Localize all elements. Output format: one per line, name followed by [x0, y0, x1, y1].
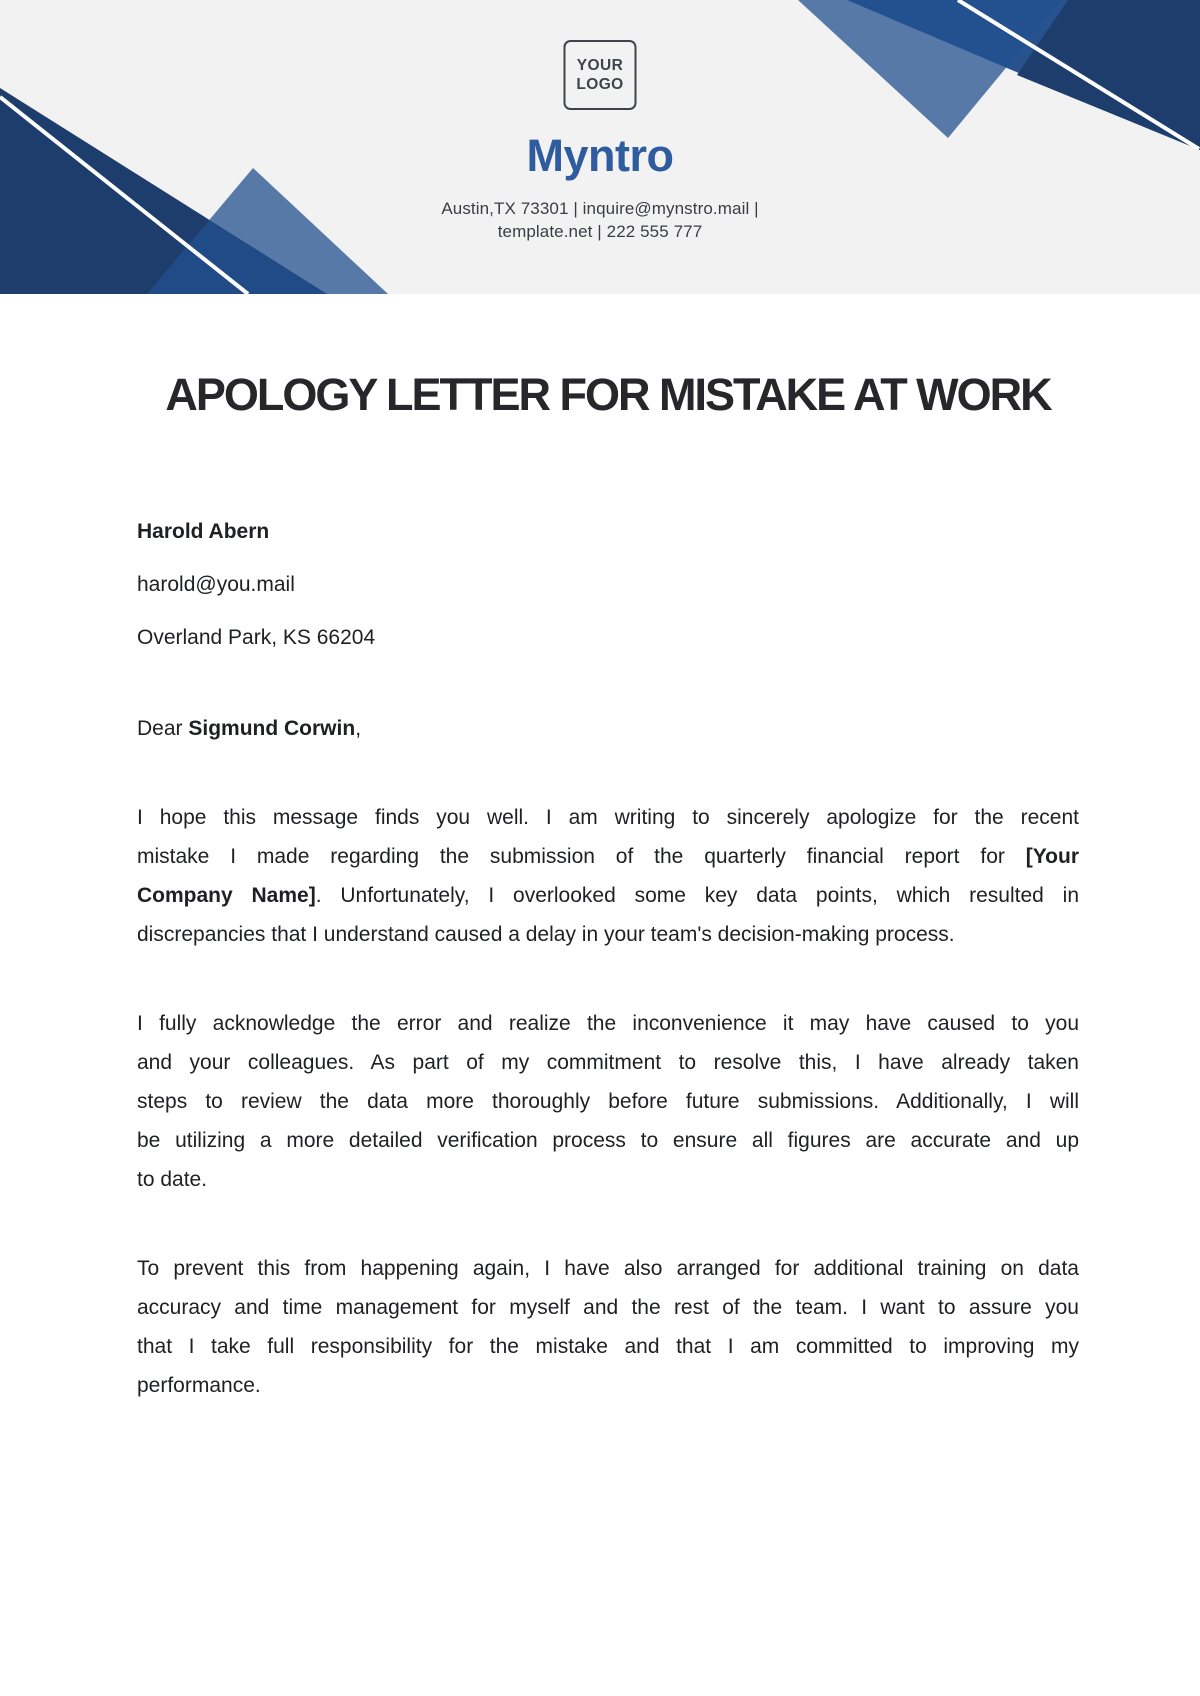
letter-body — [0, 371, 1200, 1405]
paragraph-2 — [137, 1004, 1079, 1199]
contact-line-1: Austin,TX 73301 | inquire@mynstro.mail | — [441, 199, 759, 218]
contact-info — [0, 197, 1200, 243]
logo-text-line1: YOUR — [576, 57, 624, 74]
paragraph-3 — [137, 1249, 1079, 1405]
contact-line-2: template.net | 222 555 777 — [497, 222, 703, 241]
paragraph-line: performance. — [137, 1374, 261, 1397]
recipient-address: Overland Park, KS 66204 — [137, 626, 376, 649]
paragraph-line: mistake I made regarding the submission of the quarterly financial report for [Your — [137, 845, 1079, 868]
paragraph-line: To prevent this from happening again, I have also arranged for additional training on data — [137, 1257, 1079, 1280]
paragraph-line: I fully acknowledge the error and realize the inconvenience it may have caused to you — [137, 1012, 1079, 1035]
paragraph-line: I hope this message finds you well. I am writing to sincerely apologize for the recent — [137, 806, 1079, 829]
recipient-name: Harold Abern — [137, 520, 270, 543]
paragraph-line: and your colleagues. As part of my commitment to resolve this, I have already taken — [137, 1051, 1079, 1074]
logo-placeholder — [564, 40, 637, 110]
letterhead — [0, 0, 1200, 294]
salutation-name: Sigmund Corwin — [188, 717, 356, 740]
brand-name: Myntro — [526, 130, 674, 181]
paragraph-line: discrepancies that I understand caused a delay in your team's decision-making process. — [137, 923, 955, 946]
paragraph-line: be utilizing a more detailed verification process to ensure all figures are accurate and up — [137, 1129, 1079, 1152]
paragraph-line: accuracy and time management for myself and the rest of the team. I want to assure you — [137, 1296, 1079, 1319]
paragraph-line: that I take full responsibility for the mistake and that I am committed to improving my — [137, 1335, 1079, 1358]
paragraph-line: Company Name]. Unfortunately, I overlooked some key data points, which resulted in — [137, 884, 1080, 907]
logo-text-line2: LOGO — [576, 76, 624, 93]
salutation-prefix: Dear — [137, 717, 189, 740]
paragraph-line: to date. — [137, 1168, 208, 1191]
letter-title: APOLOGY LETTER FOR MISTAKE AT WORK — [165, 369, 1051, 420]
salutation-suffix: , — [355, 717, 362, 740]
paragraph-line: steps to review the data more thoroughly before future submissions. Additionally, I will — [137, 1090, 1079, 1113]
paragraph-1 — [137, 798, 1079, 954]
recipient-block — [137, 505, 1079, 664]
recipient-email: harold@you.mail — [137, 573, 295, 596]
salutation — [137, 709, 1079, 748]
